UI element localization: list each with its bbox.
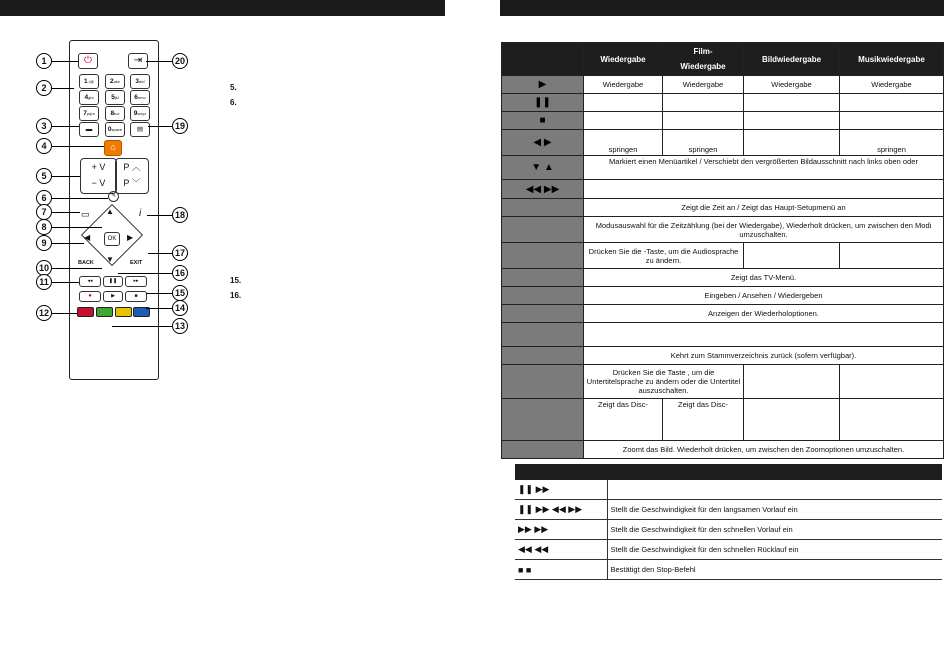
callout-16: 16 bbox=[172, 265, 188, 281]
callout-7: 7 bbox=[36, 204, 52, 220]
table-row bbox=[515, 500, 942, 520]
leader-line-16 bbox=[118, 273, 172, 274]
row-icon-cell bbox=[502, 269, 584, 287]
table-row bbox=[515, 520, 942, 540]
table-cell bbox=[744, 94, 840, 112]
yellow-button[interactable] bbox=[115, 307, 132, 317]
callout-12: 12 bbox=[36, 305, 52, 321]
table-row bbox=[515, 480, 942, 500]
row-icon-cell bbox=[502, 305, 584, 323]
play-icon: ▶ bbox=[502, 76, 584, 94]
leader-line-7 bbox=[52, 212, 80, 213]
table-cell: Eingeben / Ansehen / Wiedergeben bbox=[584, 287, 944, 305]
table-cell bbox=[744, 365, 840, 399]
row-icon-cell bbox=[502, 365, 584, 399]
key-0[interactable]: 0space bbox=[105, 122, 125, 137]
table-cell bbox=[840, 243, 944, 269]
header-cell: Musikwiedergabe bbox=[840, 43, 944, 76]
speed-header-cell bbox=[515, 464, 607, 480]
fast-forward-button[interactable]: ▸▸ bbox=[125, 276, 147, 287]
program-up-label: P ︿ bbox=[123, 162, 141, 172]
left-header-bar bbox=[0, 0, 445, 16]
note-15: 15. bbox=[230, 276, 242, 285]
leader-line-14 bbox=[146, 308, 172, 309]
table-cell bbox=[744, 112, 840, 130]
leader-line-4 bbox=[52, 146, 104, 147]
header-cell: Bildwiedergabe bbox=[744, 43, 840, 76]
table-cell: springen bbox=[840, 130, 944, 156]
home-button[interactable]: ⌂ bbox=[104, 140, 122, 156]
header-cell: Film- Wiedergabe bbox=[663, 43, 744, 76]
table-cell bbox=[840, 94, 944, 112]
table-cell: Drücken Sie die -Taste, um die Audiosprache zu ändern. bbox=[584, 243, 744, 269]
pause-ffwd-icon: ❚❚ ▶▶ bbox=[515, 480, 607, 500]
table-cell: Kehrt zum Stammverzeichnis zurück (sofern verfügbar). bbox=[584, 347, 944, 365]
row-icon-cell bbox=[502, 199, 584, 217]
red-button[interactable] bbox=[77, 307, 94, 317]
table-cell bbox=[744, 130, 840, 156]
table-cell: Drücken Sie die Taste , um die Untertitelsprache zu ändern oder die Untertitel auszuschalten. bbox=[584, 365, 744, 399]
volume-down-label: − V bbox=[91, 178, 106, 188]
leader-line-15 bbox=[146, 293, 172, 294]
volume-up-label: + V bbox=[91, 162, 106, 172]
key-5[interactable]: 5jkl bbox=[105, 90, 125, 105]
callout-1: 1 bbox=[36, 53, 52, 69]
media-function-table bbox=[501, 42, 944, 459]
table-cell: Wiedergabe bbox=[584, 76, 663, 94]
table-cell: Wiedergabe bbox=[840, 76, 944, 94]
table-cell: Markiert einen Menüartikel / Verschiebt den vergrößerten Bildausschnitt nach links oben oder bbox=[584, 156, 944, 180]
table-cell: Stellt die Geschwindigkeit für den schnellen Rücklauf ein bbox=[607, 540, 942, 560]
table-cell bbox=[744, 243, 840, 269]
table-cell bbox=[840, 112, 944, 130]
pause-icon: ❚❚ bbox=[502, 94, 584, 112]
leader-line-9 bbox=[52, 243, 84, 244]
leader-line-6 bbox=[52, 198, 108, 199]
table-row bbox=[502, 217, 944, 243]
table-row bbox=[502, 305, 944, 323]
key-3[interactable]: 3def bbox=[130, 74, 150, 89]
table-row bbox=[502, 180, 944, 199]
stop-button[interactable]: ■ bbox=[125, 291, 147, 302]
table-row bbox=[502, 399, 944, 441]
table-row bbox=[502, 156, 944, 180]
table-cell: Zeigt das Disc- bbox=[663, 399, 744, 441]
callout-14: 14 bbox=[172, 300, 188, 316]
rewind-fastforward-icon: ◀◀ ▶▶ bbox=[502, 180, 584, 199]
info-button[interactable]: i bbox=[139, 208, 142, 219]
note-16: 16. bbox=[230, 291, 242, 300]
leader-line-3 bbox=[52, 126, 79, 127]
table-cell: Wiedergabe bbox=[744, 76, 840, 94]
table-row bbox=[502, 269, 944, 287]
table-cell bbox=[584, 112, 663, 130]
speed-header-cell bbox=[607, 464, 942, 480]
volume-rocker[interactable] bbox=[80, 158, 117, 194]
row-icon-cell bbox=[502, 323, 584, 347]
leader-line-18 bbox=[147, 215, 172, 216]
key-6[interactable]: 6mno bbox=[130, 90, 150, 105]
callout-13: 13 bbox=[172, 318, 188, 334]
table-row bbox=[502, 365, 944, 399]
table-cell: Wiedergabe bbox=[663, 76, 744, 94]
table-cell: springen bbox=[663, 130, 744, 156]
pause-button[interactable]: ❚❚ bbox=[103, 276, 123, 287]
key-8[interactable]: 8tuv bbox=[105, 106, 125, 121]
speed-table-header bbox=[515, 464, 942, 480]
note-5: 5. bbox=[230, 83, 237, 92]
program-rocker[interactable] bbox=[115, 158, 149, 194]
table-row bbox=[502, 112, 944, 130]
nav-right-arrow-icon[interactable]: ▶ bbox=[127, 233, 134, 242]
key-text-button[interactable]: ▬ bbox=[79, 122, 99, 137]
table-row bbox=[515, 560, 942, 580]
rewind-button[interactable]: ◂◂ bbox=[79, 276, 101, 287]
callout-19: 19 bbox=[172, 118, 188, 134]
table-cell bbox=[607, 480, 942, 500]
note-6: 6. bbox=[230, 98, 237, 107]
callout-20: 20 bbox=[172, 53, 188, 69]
key-9[interactable]: 9wxyz bbox=[130, 106, 150, 121]
key-4[interactable]: 4ghi bbox=[79, 90, 99, 105]
leader-line-20 bbox=[146, 61, 172, 62]
fast-forward-icon: ▶▶ ▶▶ bbox=[515, 520, 607, 540]
leader-line-2 bbox=[52, 88, 74, 89]
callout-5: 5 bbox=[36, 168, 52, 184]
voice-search-icon[interactable]: ✎ bbox=[108, 191, 119, 202]
stop-confirm-icon: ■ ■ bbox=[515, 560, 607, 580]
left-right-arrows-icon: ◀ ▶ bbox=[502, 130, 584, 156]
leader-line-8 bbox=[52, 227, 102, 228]
nav-left-arrow-icon[interactable]: ◀ bbox=[84, 233, 91, 242]
table-row bbox=[502, 94, 944, 112]
callout-2: 2 bbox=[36, 80, 52, 96]
playback-speed-table bbox=[515, 464, 942, 580]
table-row bbox=[502, 199, 944, 217]
power-button[interactable]: ⏻ bbox=[78, 53, 98, 69]
exit-button-label[interactable]: EXIT bbox=[130, 260, 143, 266]
callout-15: 15 bbox=[172, 285, 188, 301]
header-cell: Wiedergabe bbox=[584, 43, 663, 76]
key-7[interactable]: 7pqrs bbox=[79, 106, 99, 121]
table-row bbox=[502, 243, 944, 269]
table-row bbox=[502, 287, 944, 305]
table-cell: Modusauswahl für die Zeitzählung (bei der Wiedergabe), Wiederholt drücken, um zwischen den Modi umzuschalten. bbox=[584, 217, 944, 243]
table-cell: Bestätigt den Stop-Befehl bbox=[607, 560, 942, 580]
leader-line-10 bbox=[52, 268, 102, 269]
table-row bbox=[502, 323, 944, 347]
callout-4: 4 bbox=[36, 138, 52, 154]
header-blank-cell bbox=[502, 43, 584, 76]
nav-up-arrow-icon[interactable]: ▲ bbox=[106, 207, 114, 216]
fast-rewind-icon: ◀◀ ◀◀ bbox=[515, 540, 607, 560]
table-cell bbox=[584, 94, 663, 112]
ok-button[interactable]: OK bbox=[104, 232, 120, 246]
leader-line-1 bbox=[52, 61, 79, 62]
callout-6: 6 bbox=[36, 190, 52, 206]
table-cell: Stellt die Geschwindigkeit für den langsamen Vorlauf ein bbox=[607, 500, 942, 520]
table-cell: Zeigt die Zeit an / Zeigt das Haupt-Setupmenü an bbox=[584, 199, 944, 217]
row-icon-cell bbox=[502, 441, 584, 459]
callout-17: 17 bbox=[172, 245, 188, 261]
table-cell bbox=[744, 399, 840, 441]
leader-line-13 bbox=[112, 326, 172, 327]
table-row bbox=[502, 347, 944, 365]
table-cell: Stellt die Geschwindigkeit für den schnellen Vorlauf ein bbox=[607, 520, 942, 540]
callout-11: 11 bbox=[36, 274, 52, 290]
table-cell bbox=[663, 94, 744, 112]
table-row bbox=[515, 540, 942, 560]
leader-line-11 bbox=[52, 282, 79, 283]
table-cell bbox=[840, 365, 944, 399]
play-button[interactable]: ▶ bbox=[103, 291, 123, 302]
row-icon-cell bbox=[502, 399, 584, 441]
callout-18: 18 bbox=[172, 207, 188, 223]
callout-8: 8 bbox=[36, 219, 52, 235]
callout-3: 3 bbox=[36, 118, 52, 134]
table-cell bbox=[840, 399, 944, 441]
record-button[interactable]: ● bbox=[79, 291, 101, 302]
row-icon-cell bbox=[502, 287, 584, 305]
table-cell: Zeigt das Disc- bbox=[584, 399, 663, 441]
table-cell: springen bbox=[584, 130, 663, 156]
right-header-bar bbox=[500, 0, 944, 16]
table-header-row bbox=[502, 43, 944, 76]
row-icon-cell bbox=[502, 217, 584, 243]
callout-10: 10 bbox=[36, 260, 52, 276]
back-button-label[interactable]: BACK bbox=[78, 260, 94, 266]
source-button[interactable]: ⇥ bbox=[128, 53, 148, 69]
table-cell bbox=[663, 112, 744, 130]
up-down-arrows-icon: ▼ ▲ bbox=[502, 156, 584, 180]
menu-button[interactable]: ▭ bbox=[81, 209, 90, 219]
table-cell bbox=[584, 323, 944, 347]
leader-line-19 bbox=[148, 126, 172, 127]
table-cell bbox=[584, 180, 944, 199]
row-icon-cell bbox=[502, 243, 584, 269]
table-cell: Zoomt das Bild. Wiederholt drücken, um zwischen den Zoomoptionen umzuschalten. bbox=[584, 441, 944, 459]
leader-line-5 bbox=[52, 176, 80, 177]
leader-line-17 bbox=[148, 253, 172, 254]
table-row bbox=[502, 441, 944, 459]
row-icon-cell bbox=[502, 347, 584, 365]
slow-forward-icon: ❚❚ ▶▶ ◀◀ ▶▶ bbox=[515, 500, 607, 520]
stop-icon: ■ bbox=[502, 112, 584, 130]
table-cell: Zeigt das TV-Menü. bbox=[584, 269, 944, 287]
leader-line-12 bbox=[52, 313, 77, 314]
callout-9: 9 bbox=[36, 235, 52, 251]
program-down-label: P ﹀ bbox=[123, 178, 141, 188]
nav-down-arrow-icon[interactable]: ▼ bbox=[106, 255, 114, 264]
table-row bbox=[502, 130, 944, 156]
subtitle-button[interactable]: ▤ bbox=[130, 122, 150, 137]
key-1[interactable]: 1./@ bbox=[79, 74, 99, 89]
key-2[interactable]: 2abc bbox=[105, 74, 125, 89]
table-row bbox=[502, 76, 944, 94]
table-cell: Anzeigen der Wiederholoptionen. bbox=[584, 305, 944, 323]
green-button[interactable] bbox=[96, 307, 113, 317]
